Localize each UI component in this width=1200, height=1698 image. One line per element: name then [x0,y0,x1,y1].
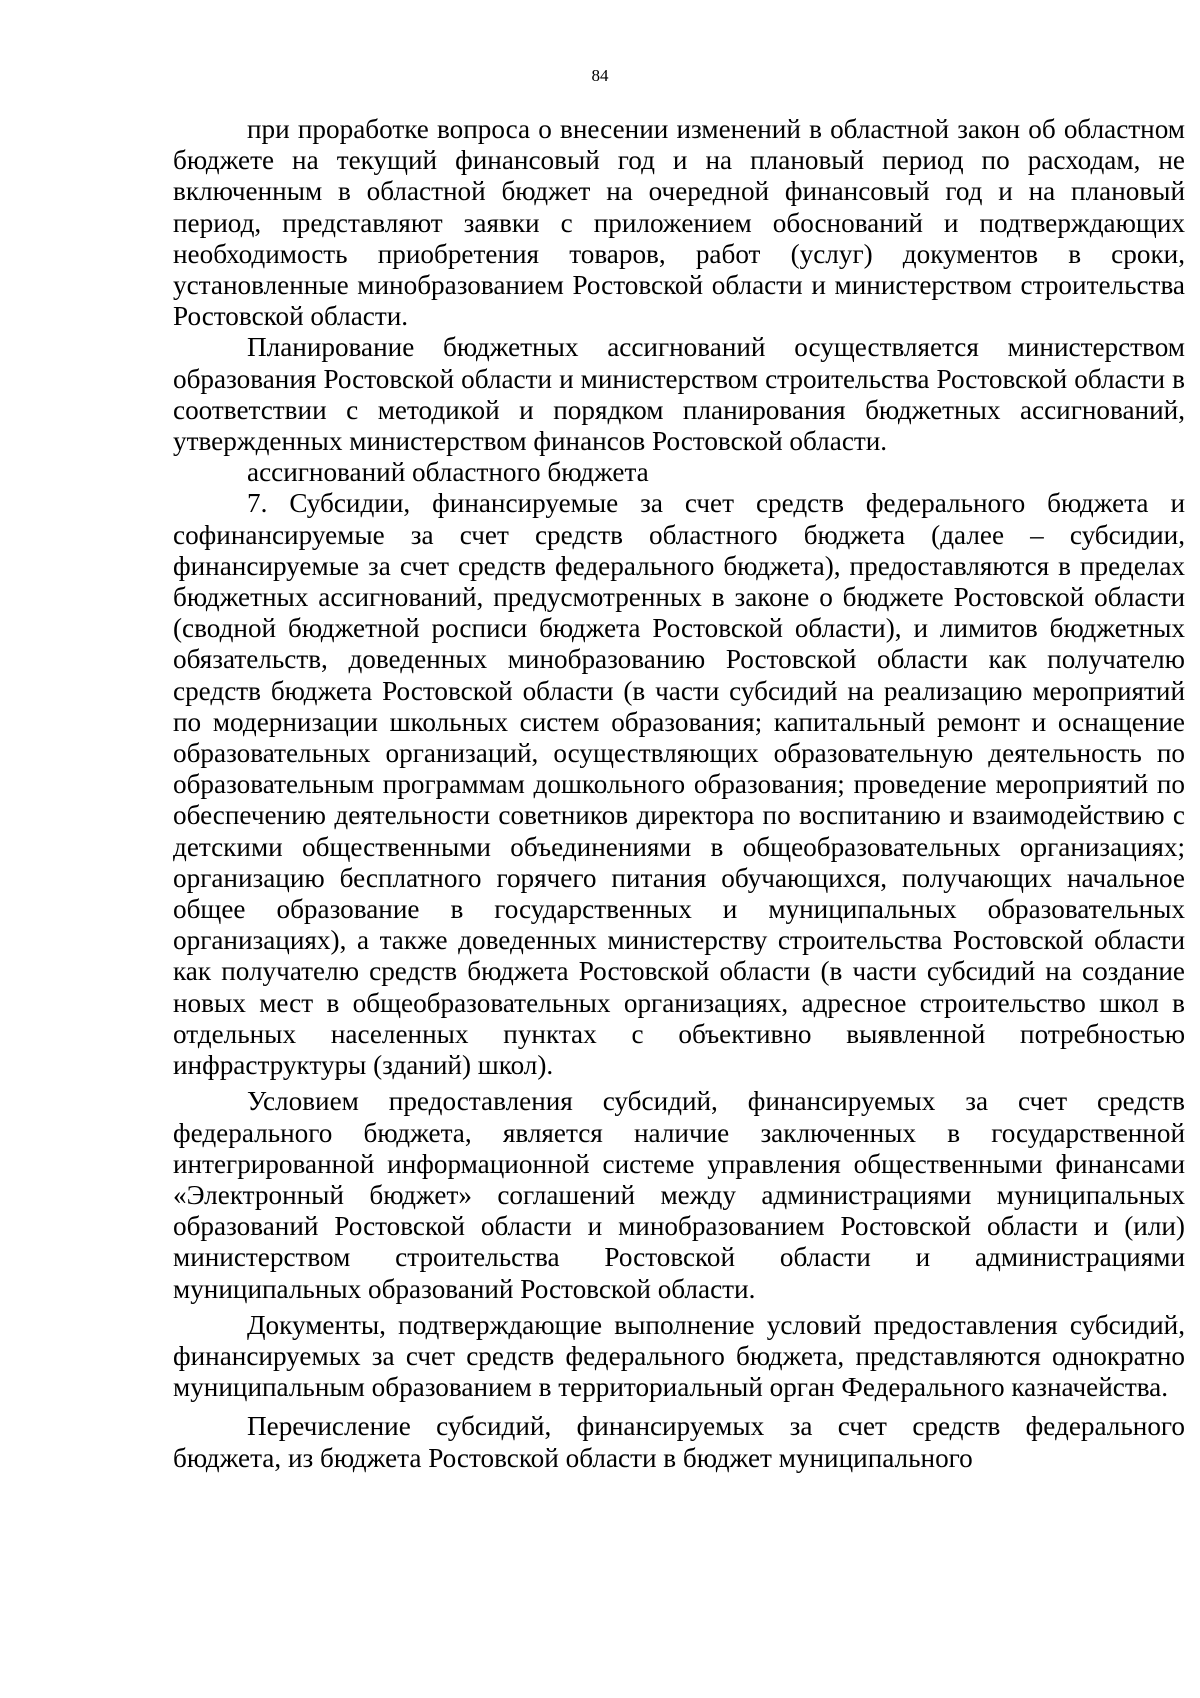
paragraph-2: Планирование бюджетных ассигнований осуществляется министерством образования Ростовской области и министерством строительства Ростовской области в соответствии с методикой и порядком планирования бюджетных ассигнований, утвержденных министерством финансов Ростовской области. [173,332,1185,457]
paragraph-3: ассигнований областного бюджета [247,457,649,488]
paragraph-1: при проработке вопроса о внесении изменений в областной закон об областном бюджете на текущий финансовый год и на плановый период по расходам, не включенным в областной бюджет на очередной финансовый год и на плановый период, представляют заявки с приложением обоснований и подтверждающих необходимость приобретения товаров, работ (услуг) документов в сроки, установленные минобразованием Ростовской области и министерством строительства Ростовской области. [173,114,1185,332]
paragraph-6: Документы, подтверждающие выполнение условий предоставления субсидий, финансируемых за счет средств федерального бюджета, представляются однократно муниципальным образованием в территориальный орган Федерального казначейства. [173,1309,1185,1403]
paragraph-7: Перечисление субсидий, финансируемых за счет средств федерального бюджета, из бюджета Ростовской области в бюджет муниципального [173,1411,1185,1473]
page-number: 84 [591,66,609,85]
paragraph-4: 7. Субсидии, финансируемые за счет средств федерального бюджета и софинансируемые за счет средств областного бюджета (далее – субсидии, финансируемые за счет средств федерального бюджета), предоставляются в пределах бюджетных ассигнований, предусмотренных в законе о бюджете Ростовской области (сводной бюджетной росписи бюджета Ростовской области), и лимитов бюджетных обязательств, доведенных минобразованию Ростовской области как получателю средств бюджета Ростовской области (в части субсидий на реализацию мероприятий по модернизации школьных систем образования; капитальный ремонт и оснащение образовательных организаций, осуществляющих образовательную деятельность по образовательным программам дошкольного образования; проведение мероприятий по обеспечению деятельности советников директора по воспитанию и взаимодействию с детскими общественными объединениями в общеобразовательных организациях; организацию бесплатного горячего питания обучающихся, получающих начальное общее образование в государственных и муниципальных образовательных организациях), а также доведенных министерству строительства Ростовской области как получателю средств бюджета Ростовской области (в части субсидий на создание новых мест в общеобразовательных организациях, адресное строительство школ в отдельных населенных пунктах с объективно выявленной потребностью инфраструктуры (зданий) школ). [173,488,1185,1081]
document-body [173,114,1185,1474]
paragraph-5: Условием предоставления субсидий, финансируемых за счет средств федерального бюджета, является наличие заключенных в государственной интегрированной информационной системе управления общественными финансами «Электронный бюджет» соглашений между администрациями муниципальных образований Ростовской области и минобразованием Ростовской области и (или) министерством строительства Ростовской области и администрациями муниципальных образований Ростовской области. [173,1086,1185,1304]
